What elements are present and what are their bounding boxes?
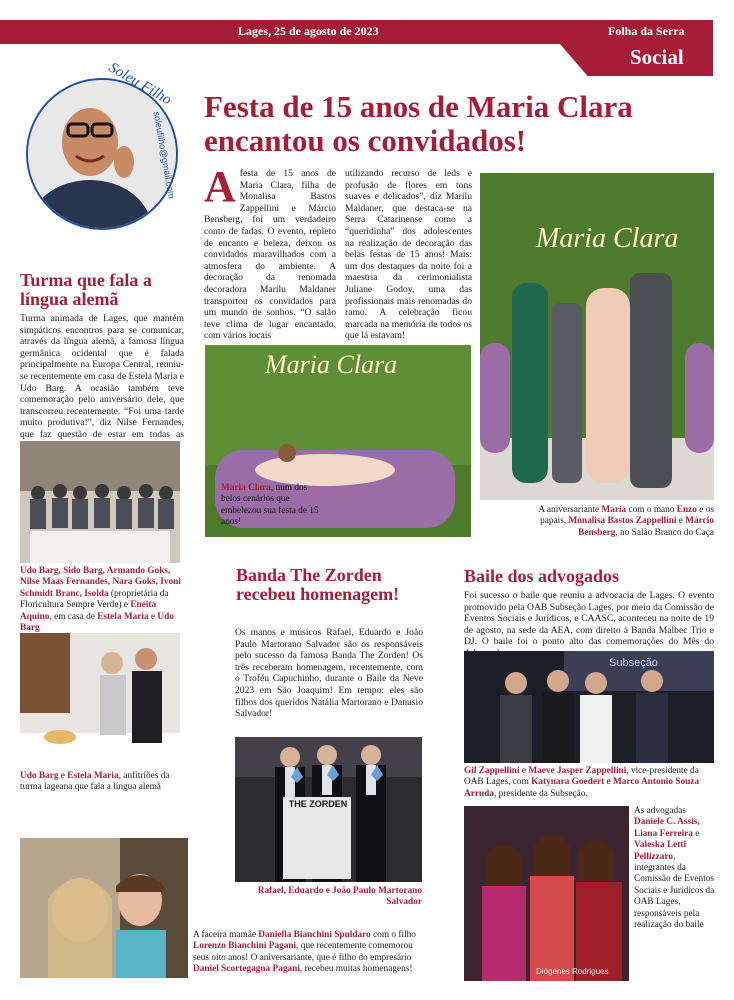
mother-son-photo-image — [20, 838, 188, 978]
baile-photo1-sign: Subseção — [609, 657, 658, 669]
lead-photo-decor — [205, 345, 471, 537]
baile-photo-group-image — [464, 651, 714, 763]
columnist-name: Soleu Filho — [105, 59, 175, 109]
banda-photo-image — [235, 737, 422, 882]
mother-son-caption: A faceira mamãe Daniella Bianchini Spuldaro com o filho Lorenzo Bianchini Pagani, que recentemente comemorou seus oito anos! O aniversariante, que é filho do empresário Daniel Scortegagna Pagani, recebeu muitas homenagens! — [193, 930, 416, 975]
section-title: Social — [630, 45, 684, 69]
lingua-photo-group-image — [20, 441, 180, 563]
baile-caption-2: As advogadas Daniele C. Assis, Liana Ferreira e Valeska Letti Pellizzaro, integrantes da Comissão de Eventos Sociais e Jurídicos da OAB Lages, responsáveis pela realização do baile — [634, 806, 715, 931]
lead-photo1-neon-sign: Maria Clara — [265, 350, 398, 379]
caption-text: , num dos belos cenários que embelezou sua festa de 15 anos! — [221, 483, 319, 528]
lingua-headline: Turma que fala a língua alemã — [20, 270, 152, 309]
lingua-body: Turma animada de Lages, que mantém simpáticos encontros para se comunicar, através da língua alemã, a famosa língua germânica ocidental que é falada principalmente na Europa Central, reuniu-se recentemente em casa de Estela Maria e Udo Barg. A ocasião também teve comemoração pelo aniversário dele, que transcorreu recentemente. “Foi uma tarde muito produtiva!”, diz Nilse Fernandes, que faz questão de estar em todas as — [20, 313, 184, 440]
lead-text-1: festa de 15 anos de Maria Clara, filha de Monalisa Bastos Zappellini e Márcio Bensberg, foi um verdadeiro conto de fadas. O evento, repleto de encanto e beleza, deixou os convidados maravilhados com a atmosfera do ambiente. A decoração da renomada decoradora Marilu Maldaner transportou os convidados para um mundo de sonhos. “O salão teve clima de lugar encantado, com vários locais — [204, 168, 336, 342]
baile-body: Foi sucesso o baile que reuniu a advocacia de Lages. O evento promovido pela OAB Subseção Lages, por meio da Comissão de Eventos Sociais e Jurídicos, e CAASC, aconteceu na noite de 19 de agosto, na sede da AEA, com direito à Banda Malbec Trio e DJ. O baile foi o ponto alto das comemorações do Mês do — [464, 590, 714, 648]
baile-photo-lawyers — [464, 806, 629, 981]
lead-photo1-caption — [221, 483, 325, 529]
lingua-caption-2: Udo Barg e Estela Maria, anfitriões da turma lageana que fala a língua alemã — [20, 771, 170, 793]
issue-date: Lages, 25 de agosto de 2023 — [238, 24, 379, 38]
lingua-photo-cake — [20, 633, 180, 767]
baile-photo2-credit: Diógenes Rodrigues — [536, 967, 609, 976]
banda-caption: Rafael, Eduardo e João Paulo Martorano Salvador — [257, 886, 422, 908]
lead-photo2-caption: A aniversariante Maria com o mano Enzo e os papais, Monalisa Bastos Zappellini e Márcio Bensberg, no Salão Branco do Caça — [538, 505, 714, 538]
lingua-photo-group — [20, 441, 180, 563]
lingua-photo-cake-image — [20, 633, 180, 767]
banda-body: Os manos e músicos Rafael, Eduardo e João Paulo Martorano Salvador são os responsáveis pelo sucesso da famosa Banda The Zorden! Os três receberam homenagem, recentemente, com o Troféu Capuchinho, durante o Baile da Neve 2023 em São Joaquim! Em tempo: eles são filhos dos queridos Natália Martorano e Danusio Salvador! — [235, 627, 423, 720]
banda-poster-title: THE ZORDEN — [288, 799, 348, 809]
lead-column-1 — [204, 162, 336, 342]
lead-text-2: utilizando recurso de leds e profusão de flores em tons suaves e delicados”, diz Marilu Maldaner, que destaca-se na Serra Catarinense como a “queridinha” dos adolescentes na realização de decoração das belas festas de 15 anos! Mais: um dos destaques da noite foi a maestria da cerimonialista Juliane Godoy, uma das profissionais mais renomadas do ramo. A celebração ficou marcada na memória de todos os que lá estavam! — [345, 168, 472, 342]
lead-headline: Festa de 15 anos de Maria Clara encantou os convidados! — [204, 89, 633, 158]
page-number: 9 — [701, 22, 707, 34]
baile-headline: Baile dos advogados — [464, 566, 620, 586]
banda-photo — [235, 737, 422, 882]
caption-name: Maria Clara — [221, 483, 271, 493]
baile-caption-1: Gil Zappellini e Maeve Jasper Zappellini, vice-presidente da OAB Lages, com Katynara Goedert e Marco Antonio Souza Arruda, presidente da Subseção. — [464, 766, 700, 799]
banda-headline: Banda The Zorden recebeu homenagem! — [236, 565, 400, 604]
lead-photo2-neon-sign: Maria Clara — [536, 223, 679, 254]
baile-photo-group — [464, 651, 714, 763]
lingua-caption-1: Udo Barg, Sido Barg, Armando Goks, Nilse Maas Fernandes, Nara Goks, Ivoni Schmidt Branc, Isolda (proprietária da Floricultura Sempre Verde) e Eneita Aquino, em casa de Estela Maria e Udo Barg — [20, 566, 181, 634]
lead-photo-family — [480, 173, 714, 500]
baile-photo-lawyers-image — [464, 806, 629, 981]
columnist-email: soleufilho@gmail.com — [151, 110, 177, 200]
drop-cap: A — [204, 162, 236, 211]
publication-name: Folha da Serra — [608, 24, 685, 38]
mother-son-photo — [20, 838, 188, 978]
